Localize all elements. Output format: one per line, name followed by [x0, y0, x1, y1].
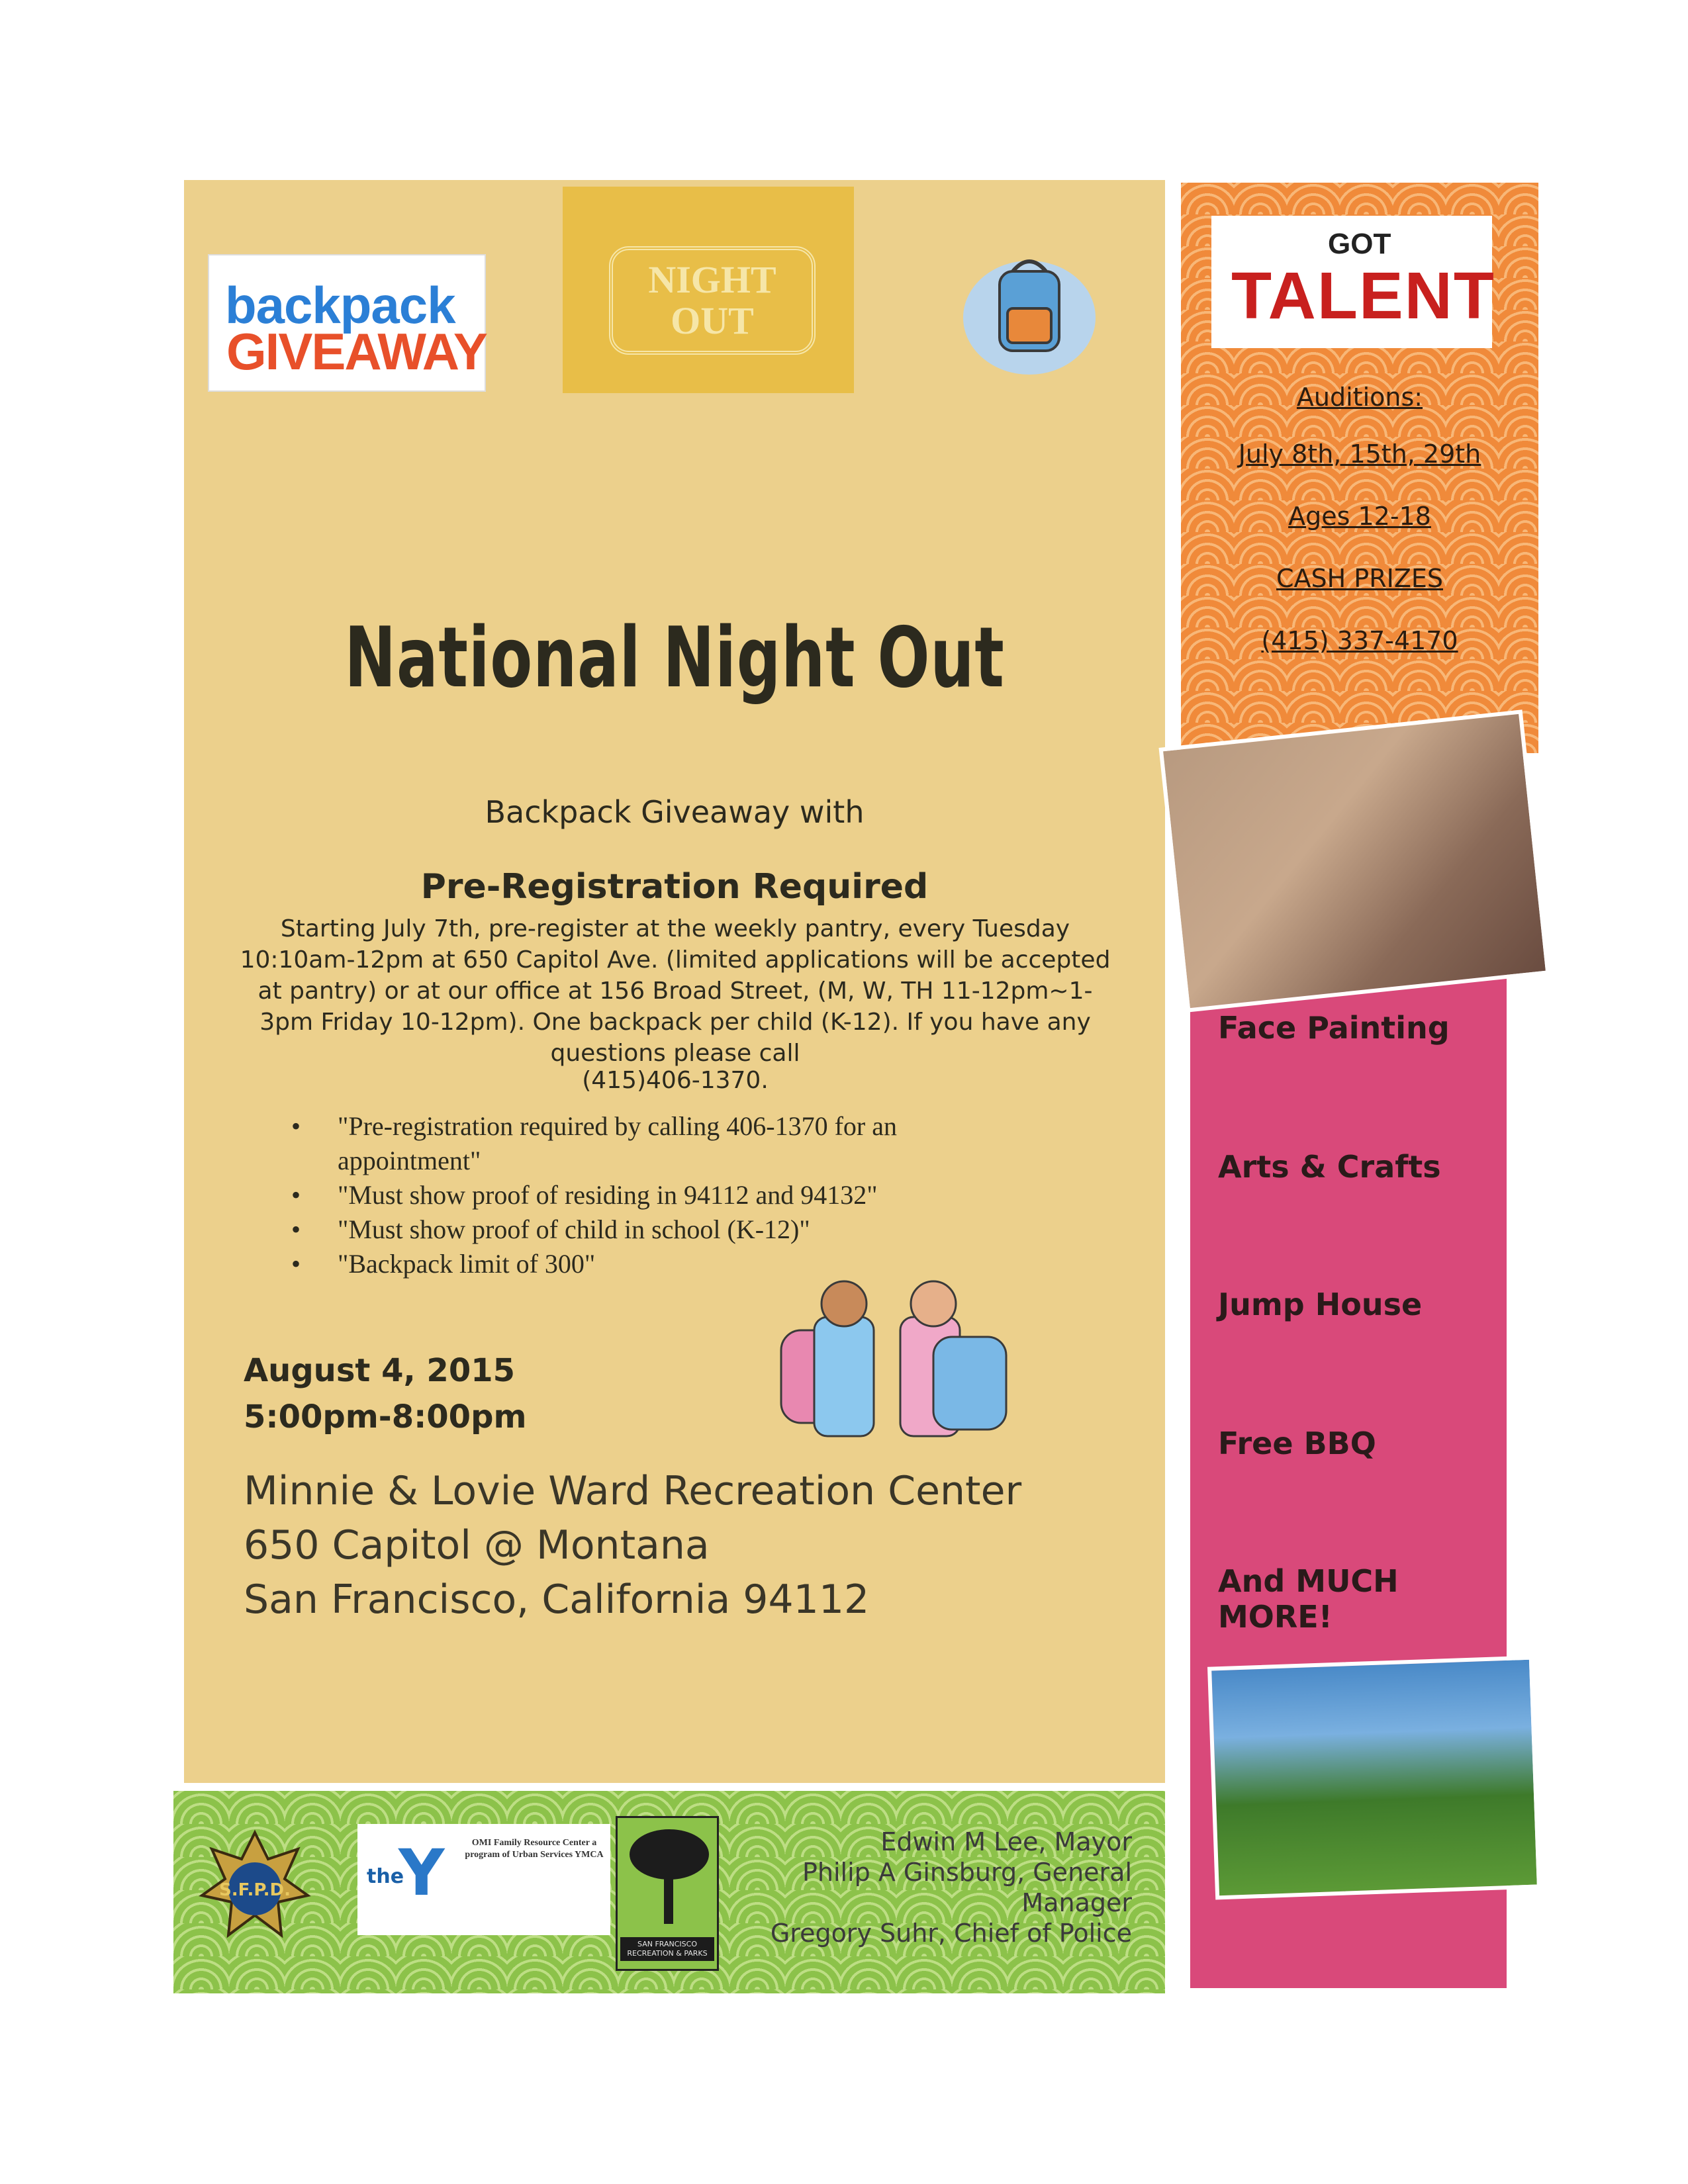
- requirements-list: [291, 1109, 1033, 1281]
- activity-free-bbq: Free BBQ: [1218, 1426, 1376, 1461]
- ymca-logo: [357, 1824, 610, 1935]
- backpack-logo-line1: backpack: [225, 276, 455, 334]
- auditions-phone: (415) 337-4170: [1261, 626, 1458, 655]
- sfpd-badge-text: S.F.P.D.: [218, 1880, 291, 1900]
- list-item: • "Must show proof of child in school (K-12)": [291, 1212, 1033, 1247]
- official-police-chief: Gregory Suhr, Chief of Police: [770, 1919, 1132, 1948]
- official-mayor: Edwin M Lee, Mayor: [880, 1827, 1132, 1856]
- list-item: • "Backpack limit of 300": [291, 1247, 1033, 1281]
- activity-jump-house: Jump House: [1218, 1287, 1423, 1322]
- registration-description: Starting July 7th, pre-register at the weekly pantry, every Tuesday 10:10am-12pm at 650 Capitol Ave. (limited applications will be accepted at pantry) or at our office at 156 Broad Street, (M, W, TH 11-12pm~1-3pm Friday 10-12pm). One backpack per child (K-12). If you have any questions please call: [240, 915, 1111, 1067]
- activity-arts-crafts: Arts & Crafts: [1218, 1149, 1441, 1185]
- activity-face-painting: Face Painting: [1218, 1010, 1450, 1046]
- auditions-heading: Auditions:: [1296, 383, 1423, 412]
- nno-logo-line1: NIGHT: [648, 258, 776, 301]
- event-venue: [244, 1464, 1021, 1627]
- event-date-time: [244, 1347, 526, 1440]
- venue-street: 650 Capitol @ Montana: [244, 1522, 710, 1569]
- bounce-house-photo: [1207, 1656, 1541, 1900]
- registration-heading: Pre-Registration Required: [420, 867, 929, 907]
- official-general-manager: Philip A Ginsburg, General Manager: [802, 1858, 1132, 1917]
- auditions-ages: Ages 12-18: [1288, 502, 1431, 531]
- face-painting-photo: [1159, 709, 1550, 1012]
- national-night-out-logo: [563, 187, 854, 393]
- registration-phone: (415)406-1370.: [582, 1067, 769, 1094]
- ymca-y: Y: [399, 1836, 445, 1910]
- ymca-the: the: [367, 1865, 404, 1888]
- talent-logo-word: TALENT: [1231, 259, 1495, 333]
- event-subtitle: Backpack Giveaway with: [485, 794, 865, 830]
- activity-more: And MUCH MORE!: [1218, 1563, 1399, 1635]
- list-item: • "Pre-registration required by calling 406-1370 for an appointment": [291, 1109, 1033, 1178]
- talent-logo-got: GOT: [1328, 228, 1391, 260]
- backpack-giveaway-logo: [208, 254, 486, 392]
- list-item: • "Must show proof of residing in 94112 and 94132": [291, 1178, 1033, 1212]
- event-title: National Night Out: [344, 609, 1005, 706]
- venue-name: Minnie & Lovie Ward Recreation Center: [244, 1468, 1022, 1514]
- auditions-prizes: CASH PRIZES: [1276, 564, 1443, 593]
- event-time: 5:00pm-8:00pm: [244, 1398, 527, 1435]
- recreation-parks-text: SAN FRANCISCO RECREATION & PARKS: [620, 1937, 714, 1961]
- auditions-dates: July 8th, 15th, 29th: [1238, 439, 1481, 469]
- event-date: August 4, 2015: [244, 1352, 516, 1389]
- backpack-icon: [960, 245, 1099, 377]
- nno-logo-text: [609, 246, 816, 355]
- officials-list: [695, 1827, 1132, 1948]
- nno-logo-line2: OUT: [671, 299, 754, 342]
- venue-city: San Francisco, California 94112: [244, 1576, 870, 1623]
- kids-with-backpacks-illustration: [768, 1277, 1019, 1449]
- sfpd-badge: [199, 1829, 311, 1942]
- ymca-description: OMI Family Resource Center a program of Urban Services YMCA: [465, 1838, 604, 1860]
- backpack-logo-line2: GIVEAWAY: [226, 322, 487, 381]
- got-talent-logo: [1211, 216, 1495, 348]
